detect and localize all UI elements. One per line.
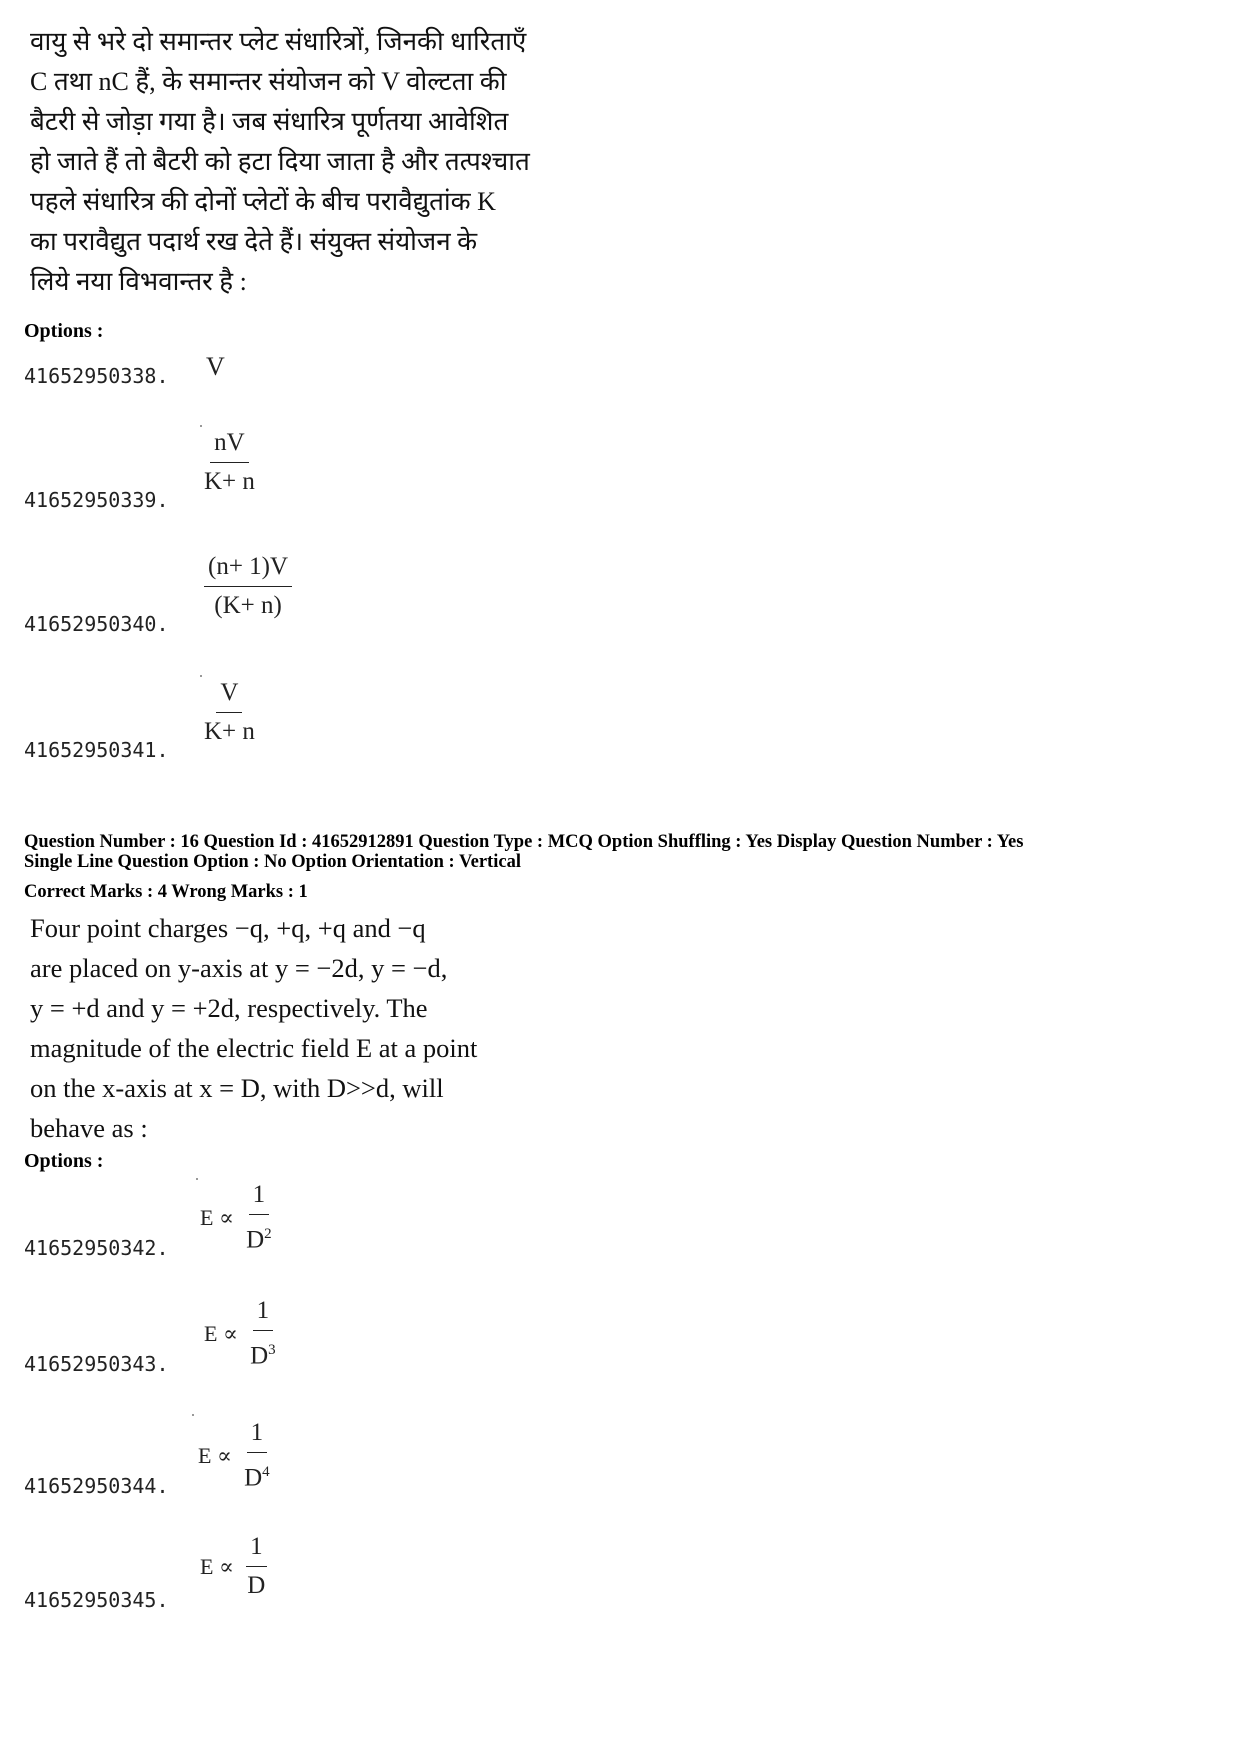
options-label: Options : [24,1150,104,1172]
fraction-denominator [246,1215,272,1255]
denominator-base: D [246,1226,265,1254]
option-expression [198,1418,270,1493]
fraction-numerator: 1 [247,1418,268,1453]
fraction-numerator: 1 [249,1180,270,1215]
option-expression [204,1296,276,1371]
proportional-prefix: E ∝ [200,1204,234,1230]
option-id: 41652950342. [24,1236,169,1260]
marks-info: Correct Marks : 4 Wrong Marks : 1 [24,882,308,902]
fraction-denominator: D [247,1572,266,1599]
option-id: 41652950343. [24,1352,169,1376]
option-id: 41652950338. [24,364,169,388]
question-text-line: हो जाते हैं तो बैटरी को हटा दिया जाता है और तत्पश्चात [30,147,530,176]
option-id: 41652950340. [24,612,169,636]
fraction-denominator: (K+ n) [214,592,282,619]
denominator-base: D [250,1342,269,1370]
fraction-numerator: V [216,678,242,713]
question-meta: Single Line Question Option : No Option Orientation : Vertical [24,852,521,872]
question-text-line: वायु से भरे दो समान्तर प्लेट संधारित्रों, जिनकी धारिताएँ [30,27,527,56]
question-text-line: are placed on y-axis at y = −2d, y = −d, [30,953,448,983]
option-fraction [204,552,292,621]
options-label: Options : [24,320,104,342]
option-id: 41652950345. [24,1588,169,1612]
option-id: 41652950344. [24,1474,169,1498]
fraction-numerator: 1 [246,1532,267,1567]
question-16-text [30,908,550,1148]
option-expression [200,1180,272,1255]
denominator-base: D [244,1464,263,1492]
option-id: 41652950341. [24,738,169,762]
marker-dot [200,675,202,677]
proportional-prefix: E ∝ [200,1553,234,1579]
question-text-line: y = +d and y = +2d, respectively. The [30,993,428,1023]
fraction-denominator [250,1331,276,1371]
question-text-line: लिये नया विभवान्तर है : [30,267,247,296]
fraction-denominator: K+ n [204,468,255,495]
option-fraction [204,428,255,497]
option-id: 41652950339. [24,488,169,512]
question-15-text [30,22,550,302]
denominator-exponent: 4 [262,1464,270,1480]
question-text-line: बैटरी से जोड़ा गया है। जब संधारित्र पूर्णतया आवेशित [30,107,509,136]
question-text-line: C तथा nC हैं, के समान्तर संयोजन को V वोल्टता की [30,67,507,96]
question-text-line: का परावैद्युत पदार्थ रख देते हैं। संयुक्त संयोजन के [30,227,478,256]
option-expression [200,1532,267,1601]
marker-dot [196,1178,198,1180]
marker-dot [192,1414,194,1416]
question-meta: Question Number : 16 Question Id : 41652912891 Question Type : MCQ Option Shuffling : Yes Display Question Number : Yes [24,832,1024,852]
fraction-denominator: K+ n [204,718,255,745]
question-text-line: magnitude of the electric field E at a point [30,1033,478,1063]
denominator-exponent: 3 [268,1342,276,1358]
option-fraction [204,678,255,747]
option-expression: V [206,352,225,381]
question-text-line: Four point charges −q, +q, +q and −q [30,913,426,943]
question-text-line: behave as : [30,1113,148,1143]
fraction-denominator [244,1453,270,1493]
fraction-numerator: nV [210,428,249,463]
marker-dot [200,425,202,427]
proportional-prefix: E ∝ [198,1442,232,1468]
question-text-line: on the x-axis at x = D, with D>>d, will [30,1073,444,1103]
fraction-numerator: 1 [253,1296,274,1331]
question-text-line: पहले संधारित्र की दोनों प्लेटों के बीच परावैद्युतांक K [30,187,496,216]
fraction-numerator: (n+ 1)V [204,552,292,587]
denominator-exponent: 2 [264,1226,272,1242]
proportional-prefix: E ∝ [204,1320,238,1346]
